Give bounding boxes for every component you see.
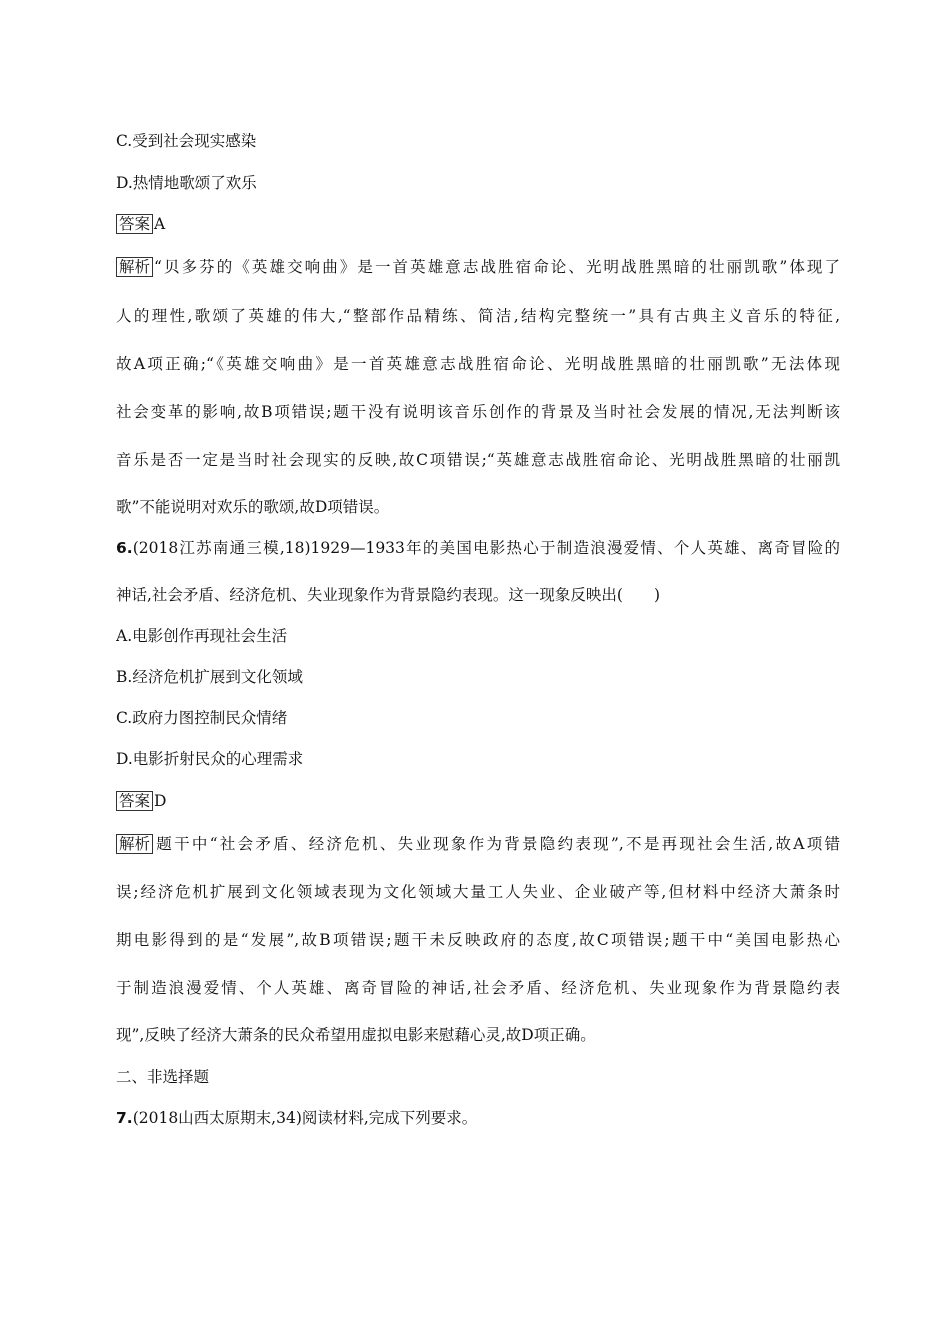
answer-tag: 答案 (116, 214, 153, 234)
q6-analysis-line-2: 误;经济危机扩展到文化领域表现为文化领域大量工人失业、企业破产等,但材料中经济大萧条时 (116, 883, 840, 901)
q6-analysis-line-4: 于制造浪漫爱情、个人英雄、离奇冒险的神话,社会矛盾、经济危机、失业现象作为背景隐约表 (116, 979, 840, 997)
q5-analysis-line-2: 人的理性,歌颂了英雄的伟大,“整部作品精练、简洁,结构完整统一”具有古典主义音乐的特征, (116, 307, 840, 325)
q6-option-c: C.政府力图控制民众情绪 (116, 709, 288, 727)
q5-analysis-line-3: 故A项正确;“《英雄交响曲》是一首英雄意志战胜宿命论、光明战胜黑暗的壮丽凯歌”无法体现 (116, 355, 840, 373)
q5-analysis-line-4: 社会变革的影响,故B项错误;题干没有说明该音乐创作的背景及当时社会发展的情况,无法判断该 (116, 403, 840, 421)
q6-answer-value: D (154, 792, 167, 810)
q6-option-a: A.电影创作再现社会生活 (116, 627, 288, 645)
q6-option-b: B.经济危机扩展到文化领域 (116, 668, 303, 686)
q5-option-c: C.受到社会现实感染 (116, 132, 257, 150)
q5-answer-value: A (154, 215, 166, 233)
q6-analysis-text-1: 题干中“社会矛盾、经济危机、失业现象作为背景隐约表现”,不是再现社会生活,故A项错 (154, 835, 840, 853)
analysis-tag: 解析 (116, 257, 153, 277)
q7-number: 7. (116, 1109, 133, 1127)
section-heading: 二、非选择题 (116, 1068, 210, 1086)
q5-option-d: D.热情地歌颂了欢乐 (116, 174, 257, 192)
q6-stem-text-1: (2018江苏南通三模,18)1929—1933年的美国电影热心于制造浪漫爱情、个人英雄、离奇冒险的 (132, 539, 840, 557)
q7-stem-text: (2018山西太原期末,34)阅读材料,完成下列要求。 (132, 1109, 478, 1127)
q5-analysis-text-1: “贝多芬的《英雄交响曲》是一首英雄意志战胜宿命论、光明战胜黑暗的壮丽凯歌”体现了 (154, 258, 840, 276)
q5-analysis-line-5: 音乐是否一定是当时社会现实的反映,故C项错误;“英雄意志战胜宿命论、光明战胜黑暗的壮丽凯 (116, 451, 840, 469)
q6-analysis-line-3: 期电影得到的是“发展”,故B项错误;题干未反映政府的态度,故C项错误;题干中“美国电影热心 (116, 931, 840, 949)
q5-analysis-line-6: 歌”不能说明对欢乐的歌颂,故D项错误。 (116, 498, 390, 516)
q5-analysis-line-1 (116, 257, 840, 277)
q6-option-d: D.电影折射民众的心理需求 (116, 750, 304, 768)
q5-answer-line (116, 214, 840, 234)
analysis-tag: 解析 (116, 834, 153, 854)
q6-number: 6. (116, 539, 133, 557)
q6-answer-line (116, 791, 840, 811)
q6-stem-line-2: 神话,社会矛盾、经济危机、失业现象作为背景隐约表现。这一现象反映出( ) (116, 586, 661, 604)
answer-tag: 答案 (116, 791, 153, 811)
q6-analysis-line-5: 现”,反映了经济大萧条的民众希望用虚拟电影来慰藉心灵,故D项正确。 (116, 1026, 596, 1044)
q6-analysis-line-1 (116, 834, 840, 854)
q6-stem-line-1 (116, 538, 840, 558)
q7-stem-line (116, 1108, 840, 1128)
